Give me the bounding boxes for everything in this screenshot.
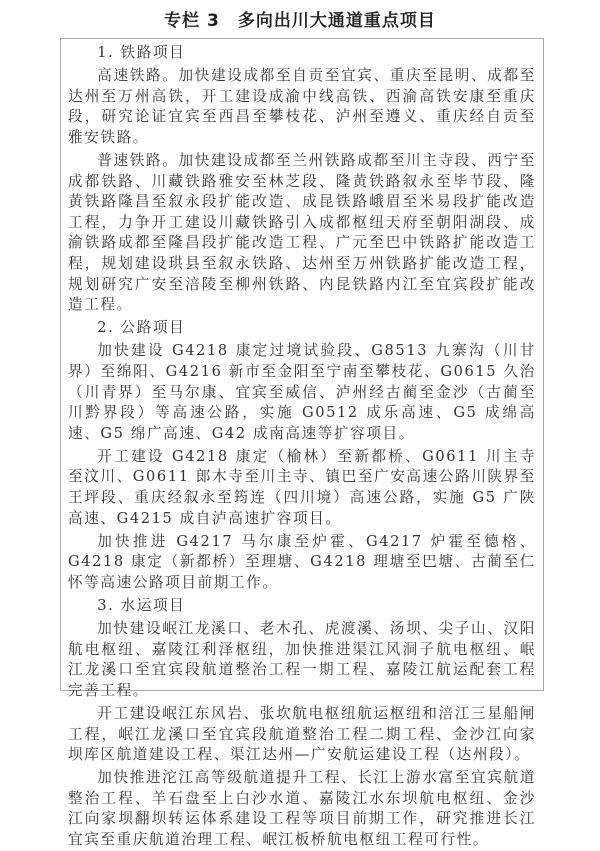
- paragraph-highway-start: 开工建设 G4218 康定（榆林）至新都桥、G0611 川主寺至汶川、G0611 郎木寺至川主寺、镇巴至广安高速公路川陕界至王坪段、重庆经叙永至筠连（四川境）高速公路，实施 G5 广陕高速、G4215 成自泸高速扩容项目。: [68, 447, 536, 527]
- column-title: 多向出川大通道重点项目: [237, 11, 436, 31]
- column-box: [60, 38, 544, 848]
- paragraph-normal-rail: 普速铁路。加快建设成都至兰州铁路成都至川主寺段、西宁至成都铁路、川藏铁路雅安至林芝段、隆黄铁路叙永至毕节段、隆黄铁路隆昌至叙永段扩能改造、成昆铁路峨眉至米易段扩能改造工程，力争开工建设川藏铁路引入成都枢纽天府至朝阳湖段、成渝铁路成都至隆昌段扩能改造工程、广元至巴中铁路扩能改造工程，规划建设珙县至叙永铁路、达州至万州铁路扩能改造工程，规划研究广安至涪陵至柳州铁路、内昆铁路内江至宜宾段扩能改造工程。: [68, 151, 536, 314]
- paragraph-high-speed-rail: 高速铁路。加快建设成都至自贡至宜宾、重庆至昆明、成都至达州至万州高铁，开工建设成渝中线高铁、西渝高铁安康至重庆段，研究论证宜宾至西昌至攀枝花、泸州至遵义、重庆经自贡至雅安铁路。: [68, 67, 536, 146]
- paragraph-highway-prep: 加快推进 G4217 马尔康至炉霍、G4217 炉霍至德格、G4218 康定（新都桥）至理塘、G4218 理塘至巴塘、古蔺至仁怀等高速公路项目前期工作。: [68, 532, 536, 591]
- column-number: 专栏 3: [164, 11, 220, 31]
- section-heading-railway: 1. 铁路项目: [97, 44, 186, 61]
- section-heading-highway: 2. 公路项目: [97, 319, 186, 337]
- paragraph-waterway-accelerate: 加快建设岷江龙溪口、老木孔、虎渡溪、汤坝、尖子山、汉阳航电枢纽、嘉陵江利泽枢纽，加快推进渠江风洞子航电枢纽、岷江龙溪口至宜宾段航道整治工程一期工程、嘉陵江航运配套工程完善工程。: [68, 620, 536, 699]
- page-title: [0, 6, 600, 31]
- paragraph-waterway-prep: 加快推进沱江高等级航道提升工程、长江上游水富至宜宾航道整治工程、羊石盘至上白沙水道、嘉陵江水东坝航电枢纽、金沙江向家坝翻坝转运体系建设工程等项目前期工作，研究推进长江宜宾至重庆航道治理工程、岷江板桥航电枢纽工程可行性。: [68, 769, 536, 848]
- paragraph-highway-accelerate: 加快建设 G4218 康定过境试验段、G8513 九寨沟（川甘界）至绵阳、G4216 新市至金阳至宁南至攀枝花、G0615 久治（川青界）至马尔康、宜宾至威信、泸州经古蔺至金沙（古蔺至川黔界段）等高速公路，实施 G0512 成乐高速、G5 成绵高速、G5 绵广高速、G42 成南高速等扩容项目。: [68, 342, 536, 442]
- paragraph-waterway-start: 开工建设岷江东风岩、张坎航电枢纽航运枢纽和涪江三星船闸工程，岷江龙溪口至宜宾段航道整治工程二期工程、金沙江向家坝库区航道建设工程、渠江达州—广安航运建设工程（达州段）。: [68, 704, 536, 764]
- section-heading-waterway: 3. 水运项目: [97, 596, 186, 614]
